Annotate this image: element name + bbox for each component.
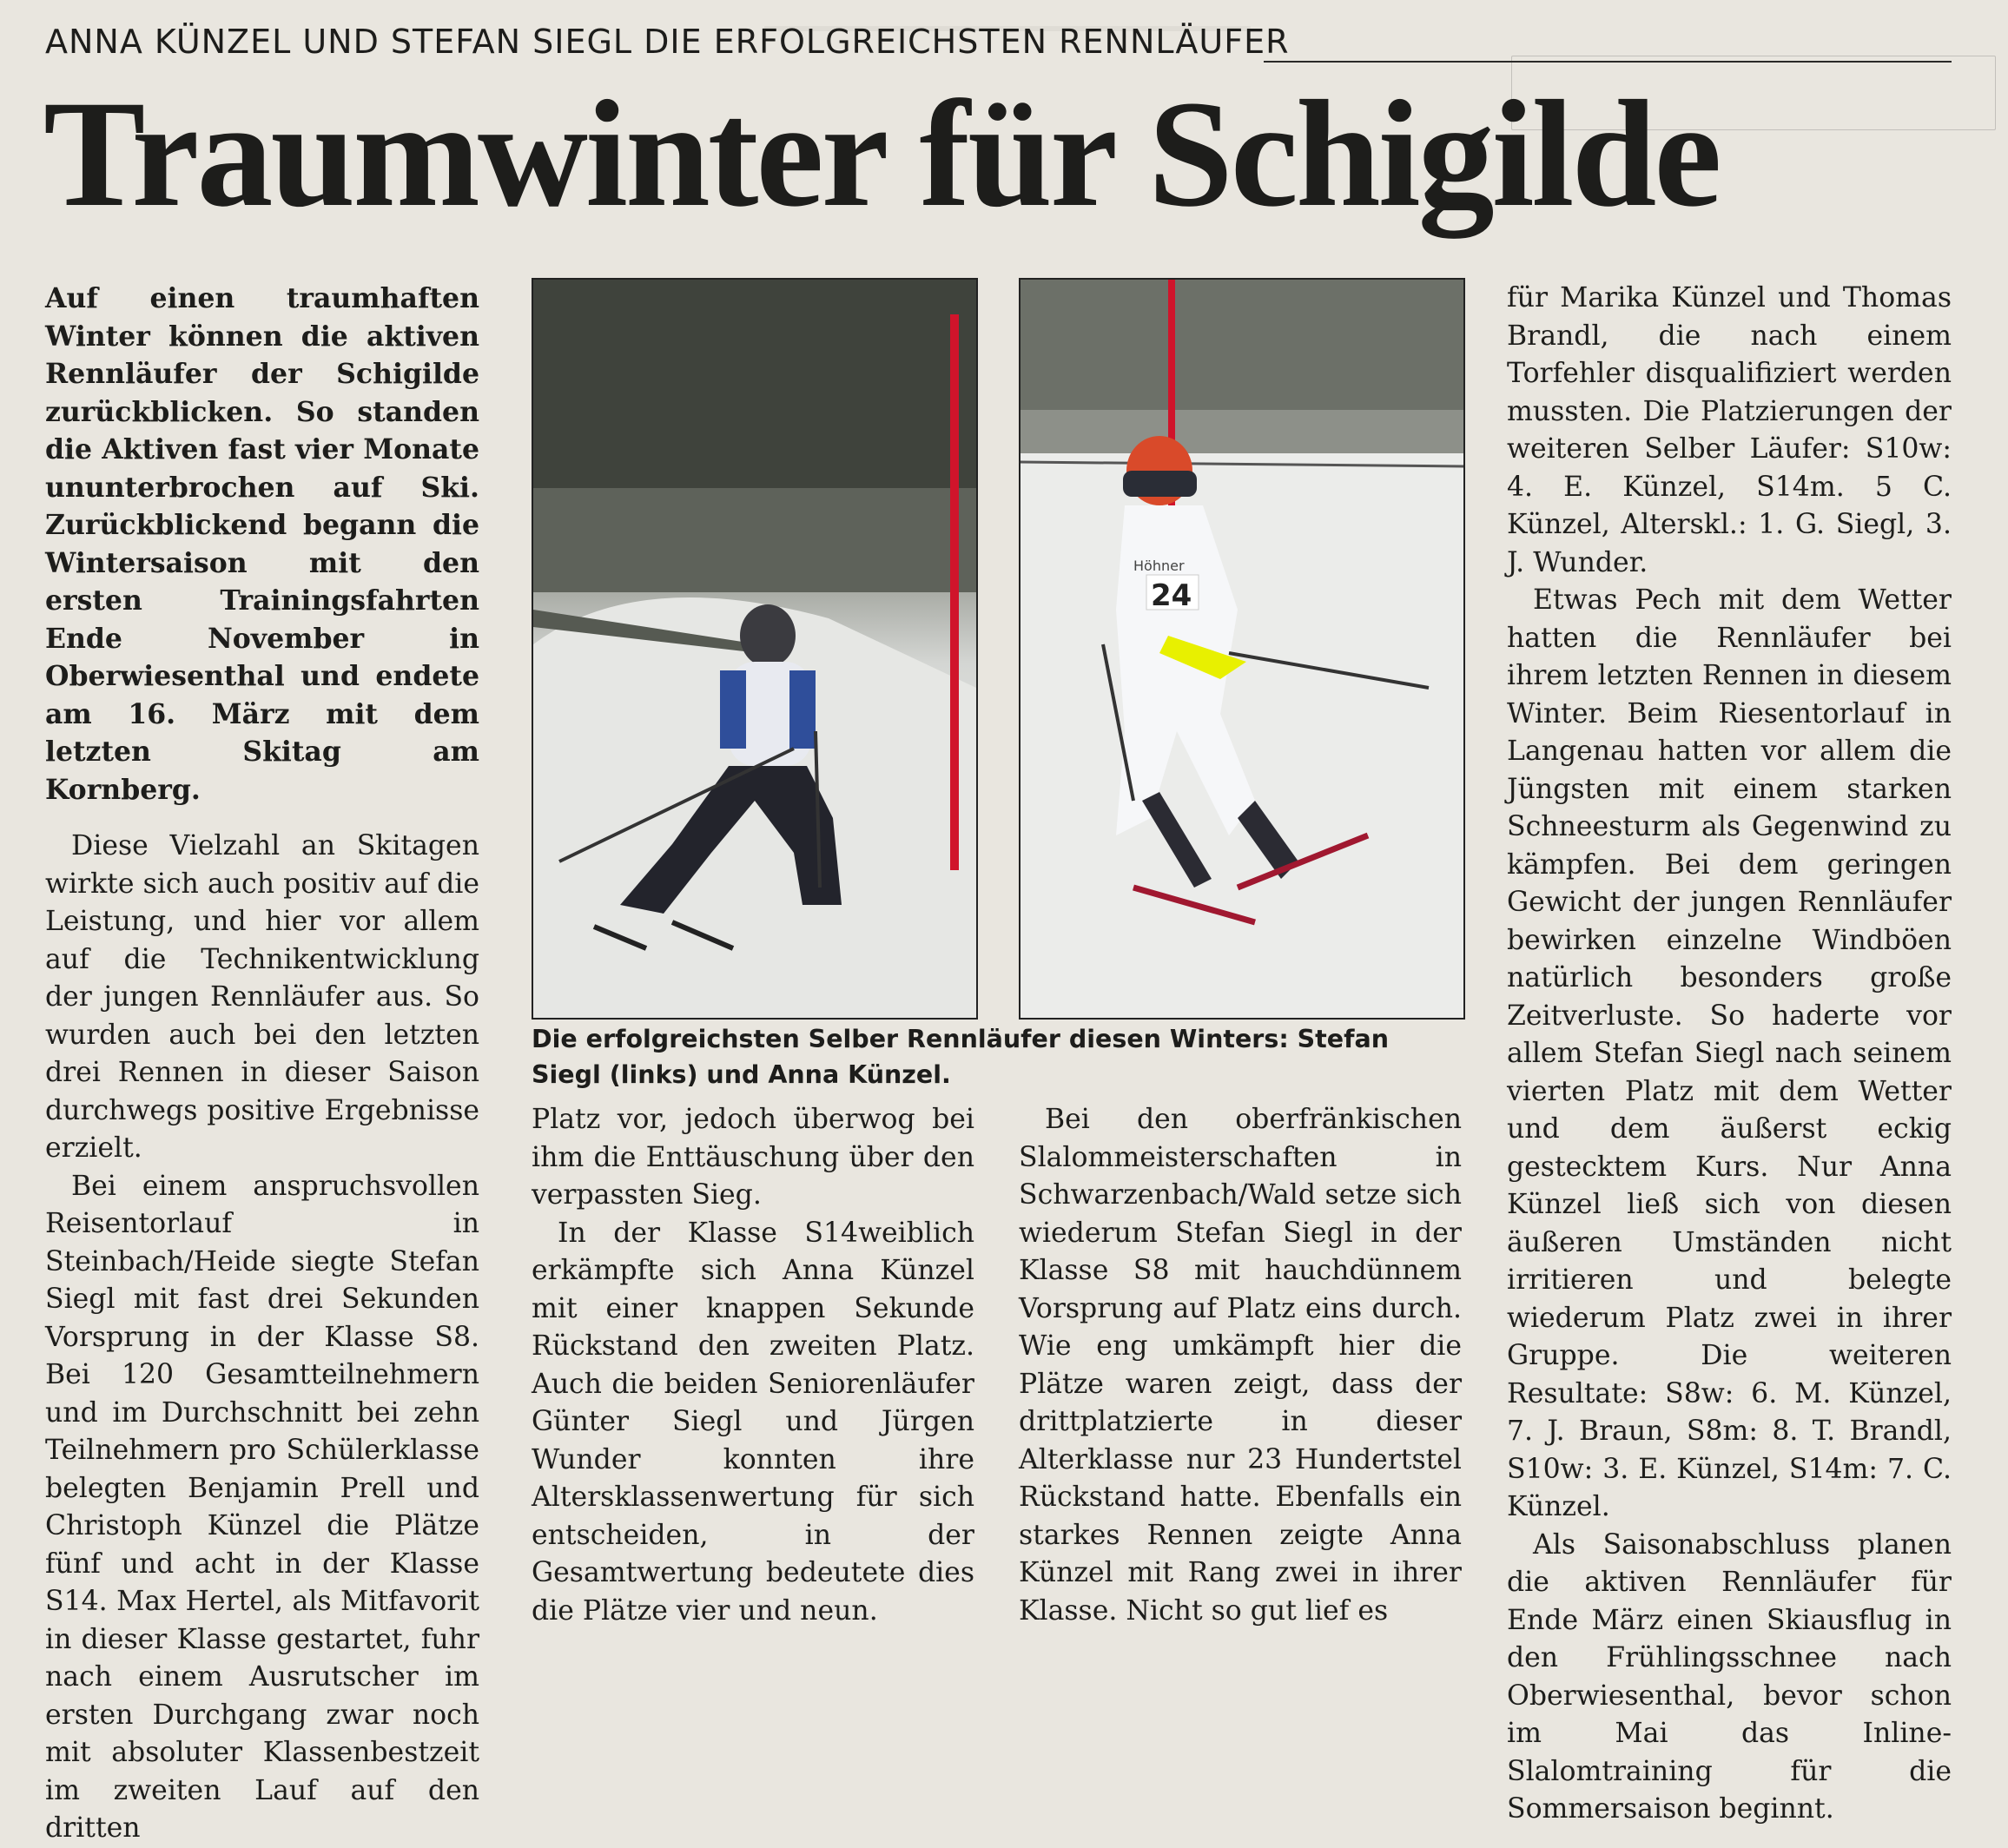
- column-3: [1019, 1101, 1462, 1630]
- paragraph: für Marika Künzel und Thomas Brandl, die nach einem Torfehler disqualifiziert werden mussten. Die Platzierungen der weiteren Selber Läufer: S10w: 4. E. Künzel, S14m. 5 C. Künzel, Alterskl.: 1. G. Siegl, 3. J. Wunder.: [1507, 282, 1952, 578]
- skier-photo-right: [1021, 280, 1463, 1018]
- column-2: [532, 1101, 974, 1630]
- bib-sponsor: Höhner: [1133, 558, 1185, 574]
- kicker-rule: [1264, 61, 1952, 63]
- paragraph: Diese Vielzahl an Skitagen wirkte sich auch positiv auf die Leistung, und hier vor allem auf die Technikentwicklung der jungen Rennläufer aus. So wurden auch bei den letzten drei Rennen in dieser Saison durchwegs positive Ergebnisse erzielt.: [45, 830, 479, 1164]
- paragraph: In der Klasse S14weiblich erkämpfte sich Anna Künzel mit einer knappen Sekunde Rückstand den zweiten Platz. Auch die beiden Seniorenläufer Günter Siegl und Jürgen Wunder konnten ihre Altersklassenwertung für sich entscheiden, in der Gesamtwertung bedeutete dies die Plätze vier und neun.: [532, 1217, 974, 1627]
- paragraph: Bei einem anspruchsvollen Reisentorlauf in Steinbach/Heide siegte Stefan Siegl mit fast drei Sekunden Vorsprung in der Klasse S8. Bei 120 Gesamtteilnehmern und im Durchschnitt bei zehn Teilnehmern pro Schülerklasse belegten Benjamin Prell und Christoph Künzel die Plätze fünf und acht in der Klasse S14. Max Hertel, als Mitfavorit in dieser Klasse gestartet, fuhr nach einem Ausrutscher im ersten Durchgang zwar noch mit absoluter Klassenbestzeit im zweiten Lauf auf den dritten: [45, 1170, 479, 1844]
- photo-left-skier: [532, 278, 978, 1020]
- bib-number: 24: [1151, 578, 1192, 613]
- kicker-line: ANNA KÜNZEL UND STEFAN SIEGL DIE ERFOLGREICHSTEN RENNLÄUFER: [45, 23, 1290, 61]
- paragraph: Als Saisonabschluss planen die aktiven Rennläufer für Ende März einen Skiausflug in den Frühlingsschnee nach Oberwiesenthal, bevor schon im Mai das Inline-Slalomtraining für die Sommersaison beginnt.: [1507, 1528, 1952, 1825]
- column-4: [1507, 280, 1952, 1829]
- lead-paragraph: Auf einen traumhaften Winter können die aktiven Rennläufer der Schigilde zurückblicken. So standen die Aktiven fast vier Monate ununterbrochen auf Ski. Zurückblickend begann die Wintersaison mit den ersten Trainingsfahrten Ende November in Oberwiesenthal und endete am 16. März mit dem letzten Skitag am Kornberg.: [45, 282, 479, 806]
- photo-caption: Die erfolgreichsten Selber Rennläufer diesen Winters: Stefan Siegl (links) und Anna Künzel.: [532, 1025, 1390, 1089]
- paragraph: Bei den oberfränkischen Slalommeisterschaften in Schwarzenbach/Wald setze sich wiederum Stefan Siegl in der Klasse S8 mit hauchdünnem Vorsprung auf Platz eins durch. Wie eng umkämpft hier die Plätze waren zeigt, dass der drittplatzierte in dieser Alterklasse nur 23 Hundertstel Rückstand hatte. Ebenfalls ein starkes Rennen zeigte Anna Künzel mit Rang zwei in ihrer Klasse. Nicht so gut lief es: [1019, 1104, 1462, 1627]
- skier-photo-left: [533, 280, 976, 1018]
- headline: Traumwinter für Schigilde: [43, 69, 1720, 239]
- paragraph: Platz vor, jedoch überwog bei ihm die Enttäuschung über den verpassten Sieg.: [532, 1104, 974, 1211]
- photo-right-skier: [1019, 278, 1465, 1020]
- paragraph: Etwas Pech mit dem Wetter hatten die Rennläufer bei ihrem letzten Rennen in diesem Winter. Beim Riesentorlauf in Langenau hatten vor allem die Jüngsten mit einem starken Schneesturm als Gegenwind zu kämpfen. Bei dem geringen Gewicht der jungen Rennläufer bewirken einzelne Windböen natürlich besonders große Zeitverluste. So haderte vor allem Stefan Siegl nach seinem vierten Platz mit dem Wetter und dem äußerst eckig gestecktem Kurs. Nur Anna Künzel ließ sich von diesen äußeren Umständen nicht irritieren und belegte wiederum Platz zwei in ihrer Gruppe. Die weiteren Resultate: S8w: 6. M. Künzel, 7. J. Braun, S8m: 8. T. Brandl, S10w: 3. E. Künzel, S14m: 7. C. Künzel.: [1507, 584, 1952, 1522]
- column-1: [45, 280, 479, 1848]
